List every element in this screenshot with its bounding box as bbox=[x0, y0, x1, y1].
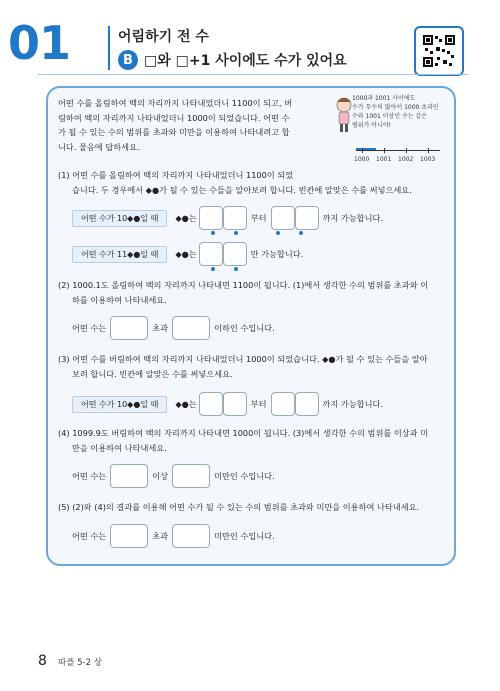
q1-row2-label: 어떤 수가 11◆●일 때 bbox=[72, 246, 167, 263]
unit-number: 01 bbox=[8, 16, 71, 70]
q3-row-label: 어떤 수가 10◆●일 때 bbox=[72, 396, 167, 413]
subtitle-row bbox=[118, 49, 347, 71]
answer-box[interactable] bbox=[295, 206, 319, 230]
answer-box[interactable] bbox=[295, 392, 319, 416]
q2-answer-row: 어떤 수는 초과 이하인 수입니다. bbox=[72, 316, 275, 340]
answer-box[interactable] bbox=[271, 392, 295, 416]
qr-code-icon[interactable] bbox=[414, 26, 464, 76]
digit-dot bbox=[234, 267, 238, 271]
hint-note: 1000과 1001 사이에도 수가 무수히 많아서 1000 초과인 수와 1001 이상인 수는 같은 범위가 아니야! bbox=[352, 95, 439, 129]
tick-label: 1001 bbox=[376, 156, 392, 163]
section-badge: B bbox=[118, 50, 138, 70]
tick bbox=[428, 148, 429, 153]
q1-row2: 어떤 수가 11◆●일 때 ◆●는 만 가능합니다. bbox=[72, 242, 303, 266]
q4-answer-row: 어떤 수는 이상 미만인 수입니다. bbox=[72, 464, 275, 488]
page-number: 8 bbox=[38, 653, 47, 669]
digit-dot bbox=[234, 231, 238, 235]
answer-box[interactable] bbox=[172, 464, 210, 488]
digit-dot bbox=[299, 231, 303, 235]
q1-text: (1) 어떤 수를 올림하여 백의 자리까지 나타내었더니 1100이 되었 습니다. 두 경우에서 ◆●가 될 수 있는 수들을 알아보려 합니다. 빈칸에 알맞은 수를 써넣으세요. bbox=[58, 170, 412, 195]
answer-box[interactable] bbox=[223, 206, 247, 230]
header-rule bbox=[38, 74, 468, 75]
intro-text: 어떤 수를 올림하여 백의 자리까지 나타내었더니 1100이 되고, 버 림하여 백의 자리까지 나타내었더니 1000이 되었습니다. 어떤 수 가 될 수 있는 수의 범위를 초과와 미만을 이용하여 나타내려고 합 니다. 물음에 답하세요. bbox=[58, 98, 293, 152]
answer-box[interactable] bbox=[199, 392, 223, 416]
answer-box[interactable] bbox=[110, 464, 148, 488]
q3-row: 어떤 수가 10◆●일 때 ◆●는 부터 까지 가능합니다. bbox=[72, 392, 383, 416]
q3-text: (3) 어떤 수를 버림하여 백의 자리까지 나타내었더니 1000이 되었습니다. ◆●가 될 수 있는 수들을 알아 보려 합니다. 빈칸에 알맞은 수를 써넣으세요. bbox=[58, 354, 428, 379]
book-title: 따플 5-2 상 bbox=[58, 658, 102, 668]
answer-box[interactable] bbox=[271, 206, 295, 230]
answer-box[interactable] bbox=[172, 524, 210, 548]
q1-row1: 어떤 수가 10◆●일 때 ◆●는 부터 까지 가능합니다. bbox=[72, 206, 383, 230]
q5-text: (5) (2)와 (4)의 결과를 이용해 어떤 수가 될 수 있는 수의 범위를 초과와 미만을 이용하여 나타내세요. bbox=[58, 502, 420, 512]
digit-dot bbox=[211, 267, 215, 271]
section-title: □와 □+1 사이에도 수가 있어요 bbox=[144, 53, 347, 69]
answer-box[interactable] bbox=[199, 242, 223, 266]
tick bbox=[362, 148, 363, 153]
q2-text: (2) 1000.1도 올림하여 백의 자리까지 나타내면 1100이 됩니다. (1)에서 생각한 수의 범위를 초과와 이 하를 이용하여 나타내세요. bbox=[58, 280, 429, 305]
q5-answer-row: 어떤 수는 초과 미만인 수입니다. bbox=[72, 524, 275, 548]
unit-title: 어림하기 전 수 bbox=[118, 29, 209, 45]
answer-box[interactable] bbox=[172, 316, 210, 340]
answer-box[interactable] bbox=[110, 316, 148, 340]
tick-label: 1003 bbox=[420, 156, 436, 163]
tick-label: 1000 bbox=[354, 156, 370, 163]
tick-label: 1002 bbox=[398, 156, 414, 163]
digit-dot bbox=[276, 231, 280, 235]
answer-box[interactable] bbox=[223, 392, 247, 416]
range-arrow bbox=[356, 142, 376, 150]
header-divider bbox=[108, 26, 110, 70]
digit-dot bbox=[211, 231, 215, 235]
q4-text: (4) 1099.9도 버림하여 백의 자리까지 나타내면 1000이 됩니다. (3)에서 생각한 수의 범위를 이상과 미 만을 이용하여 나타내세요. bbox=[58, 428, 429, 453]
answer-box[interactable] bbox=[110, 524, 148, 548]
q1-row1-label: 어떤 수가 10◆●일 때 bbox=[72, 210, 167, 227]
tick bbox=[384, 148, 385, 153]
answer-box[interactable] bbox=[223, 242, 247, 266]
tick bbox=[406, 148, 407, 153]
answer-box[interactable] bbox=[199, 206, 223, 230]
